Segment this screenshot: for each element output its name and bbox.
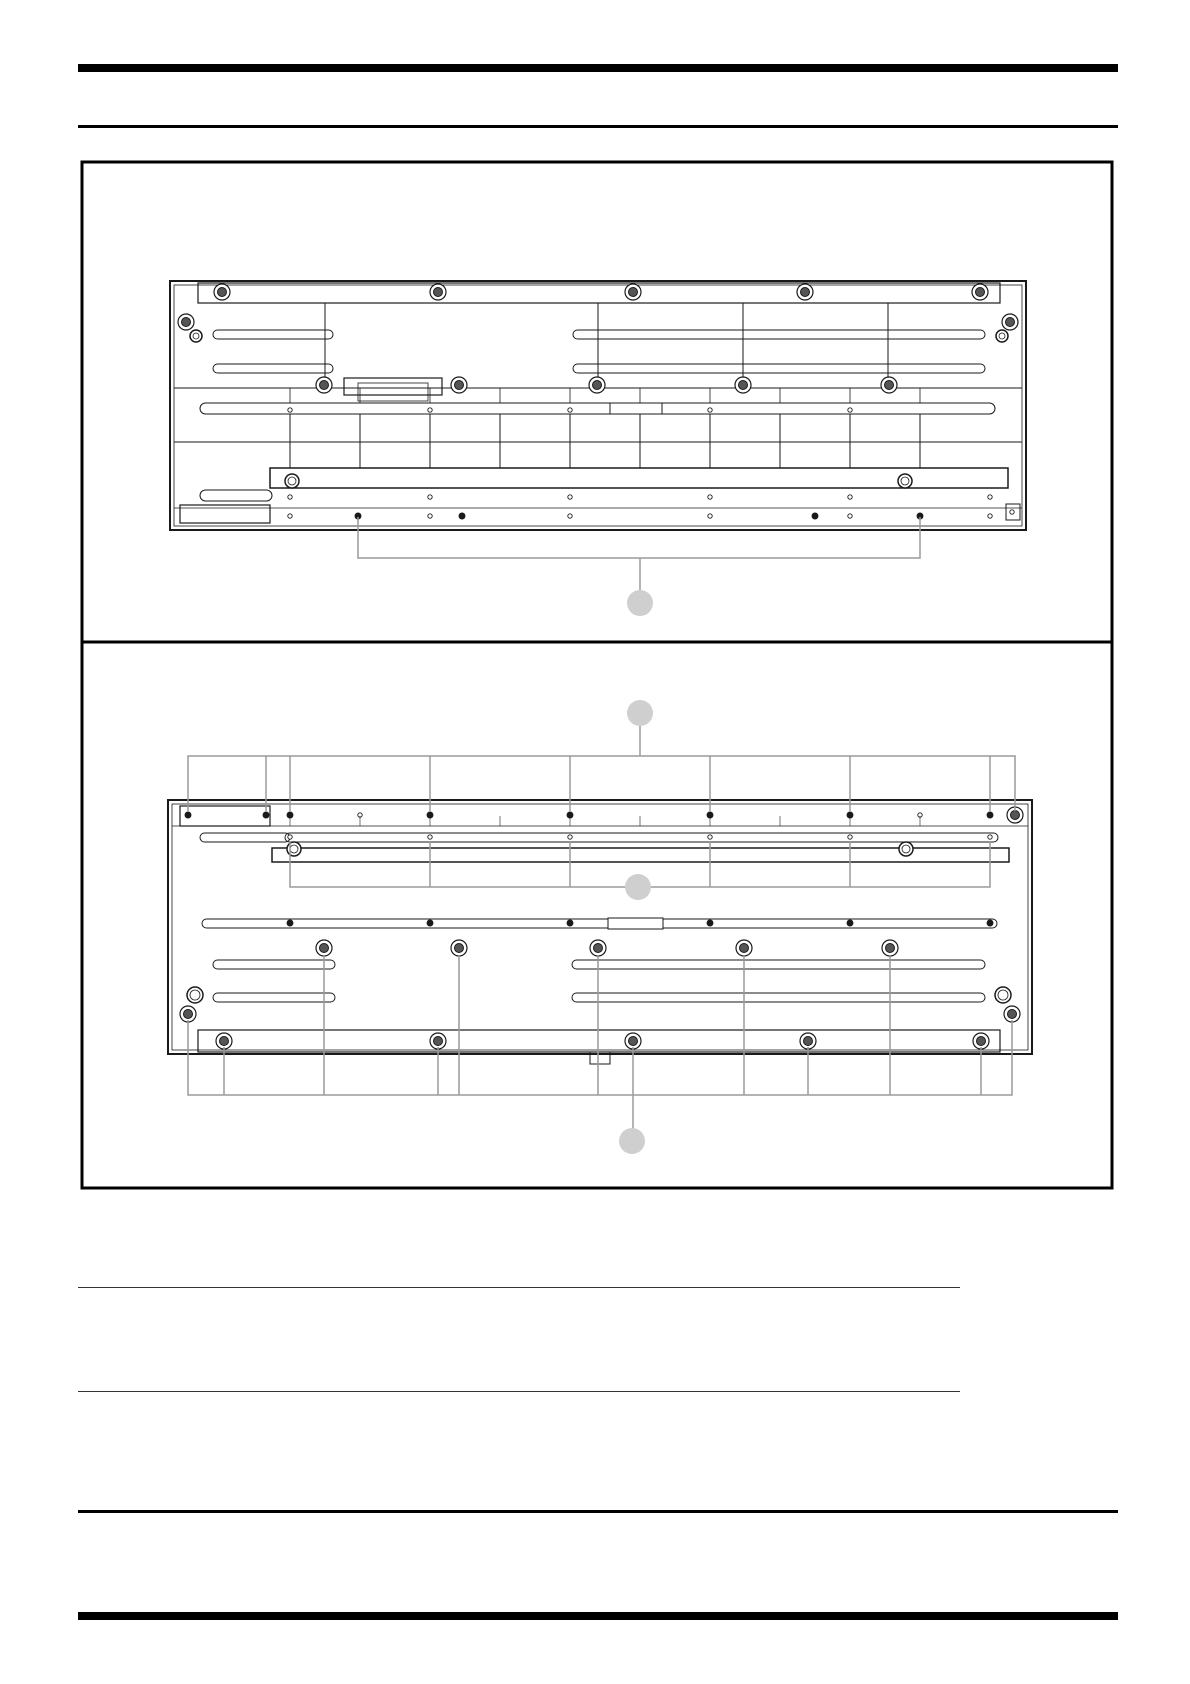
- foot-ring: [898, 474, 912, 488]
- foot-ring: [996, 330, 1008, 342]
- screw-hole: [459, 513, 465, 519]
- foot-ring: [285, 474, 299, 488]
- screw-hole: [428, 514, 432, 518]
- screw-hole: [988, 514, 992, 518]
- screw-hole: [708, 408, 712, 412]
- screw-hole: [288, 835, 292, 839]
- foot-ring: [187, 987, 203, 1003]
- screw-hole: [185, 812, 191, 818]
- leader-low-bracket: [188, 1020, 1012, 1095]
- screw-head: [977, 1037, 986, 1046]
- screw-hole: [708, 495, 712, 499]
- screw-head: [184, 1010, 193, 1019]
- screw-hole: [568, 835, 572, 839]
- screw-hole: [708, 514, 712, 518]
- screw-head: [320, 944, 329, 953]
- leader-top-bracket: [188, 756, 1015, 811]
- screw-hole: [288, 408, 292, 412]
- screw-head: [1008, 1010, 1017, 1019]
- bottom-rail: [198, 1030, 1000, 1052]
- foot-ring: [287, 842, 301, 856]
- screw-head: [434, 288, 443, 297]
- screw-hole: [288, 495, 292, 499]
- screw-hole: [263, 812, 269, 818]
- screw-hole: [848, 835, 852, 839]
- screw-hole: [567, 920, 573, 926]
- top-callout-circle: [627, 590, 653, 616]
- screw-head: [739, 381, 748, 390]
- screw-head: [629, 1037, 638, 1046]
- screw-head: [629, 288, 638, 297]
- screw-head: [218, 288, 227, 297]
- screw-hole: [1010, 510, 1014, 514]
- screw-head: [740, 944, 749, 953]
- screw-head: [976, 288, 985, 297]
- screw-hole: [848, 495, 852, 499]
- top-leader: [358, 517, 920, 558]
- screw-hole: [287, 920, 293, 926]
- screw-hole: [987, 812, 993, 818]
- screw-hole: [987, 920, 993, 926]
- figure-frame: [82, 162, 1112, 1188]
- screw-hole: [568, 514, 572, 518]
- screw-head: [455, 381, 464, 390]
- screw-head: [220, 1037, 229, 1046]
- screw-hole: [568, 495, 572, 499]
- bottom-callout-top-circle: [627, 700, 653, 726]
- screw-hole: [708, 835, 712, 839]
- screw-hole: [428, 408, 432, 412]
- screw-hole: [568, 408, 572, 412]
- foot-ring: [899, 842, 913, 856]
- screw-hole: [288, 514, 292, 518]
- top-view-panel: [170, 281, 1026, 616]
- bottom-view-panel: [168, 700, 1032, 1154]
- screw-head: [593, 381, 602, 390]
- screw-hole: [428, 835, 432, 839]
- screw-hole: [848, 514, 852, 518]
- screw-hole: [848, 408, 852, 412]
- screw-head: [1006, 318, 1015, 327]
- bottom-callout-low-circle: [619, 1128, 645, 1154]
- screw-hole: [812, 513, 818, 519]
- screw-head: [455, 944, 464, 953]
- screw-head: [804, 1037, 813, 1046]
- foot-ring: [995, 987, 1011, 1003]
- bottom-body-outline: [168, 800, 1032, 1054]
- screw-hole: [988, 495, 992, 499]
- screw-head: [182, 318, 191, 327]
- screw-hole: [428, 495, 432, 499]
- screw-hole: [427, 920, 433, 926]
- screw-hole: [988, 835, 992, 839]
- screw-hole: [707, 920, 713, 926]
- screw-head: [886, 944, 895, 953]
- bottom-callout-mid-circle: [625, 874, 651, 900]
- screw-hole: [847, 920, 853, 926]
- top-rail: [198, 283, 1000, 303]
- screw-head: [594, 944, 603, 953]
- screw-head: [885, 381, 894, 390]
- foot-ring: [190, 330, 202, 342]
- screw-head: [434, 1037, 443, 1046]
- screw-head: [801, 288, 810, 297]
- screw-head: [1011, 811, 1020, 820]
- screw-head: [320, 381, 329, 390]
